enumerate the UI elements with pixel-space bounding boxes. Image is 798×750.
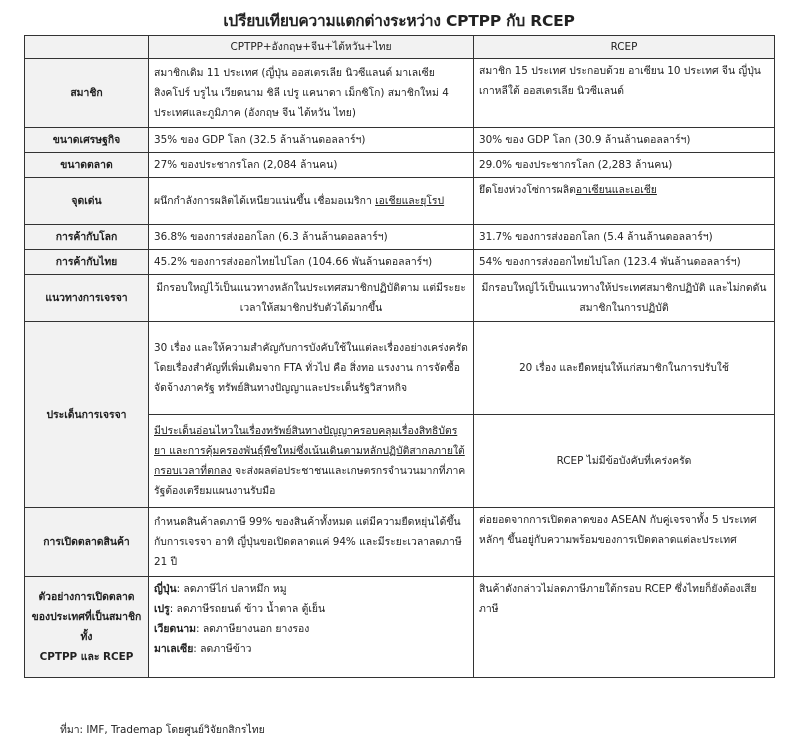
list-item (154, 639, 468, 659)
country-name: เปรู (154, 603, 170, 615)
country-name: เวียดนาม (154, 623, 197, 635)
page-title: เปรียบเทียบความแตกต่างระหว่าง CPTPP กับ RCEP (223, 12, 575, 30)
header-rcep: RCEP (474, 36, 775, 59)
row-members (25, 59, 775, 128)
table-header-row (25, 36, 775, 59)
row-issues-1 (25, 322, 775, 415)
source-note: ที่มา: IMF, Trademap โดยศูนย์วิจัยกสิกรไทย (60, 724, 265, 736)
cell-cptpp: 45.2% ของการส่งออกไทยไปโลก (104.66 พันล้านดอลลาร์ฯ) (149, 250, 474, 275)
cell-rcep: มีกรอบใหญ่ไว้เป็นแนวทางให้ประเทศสมาชิกปฏิบัติ และไม่กดดันสมาชิกในการปฏิบัติ (474, 275, 775, 322)
cell-cptpp: 35% ของ GDP โลก (32.5 ล้านล้านดอลลาร์ฯ) (149, 128, 474, 153)
row-highlight (25, 178, 775, 225)
cell-rcep: 20 เรื่อง และยืดหยุ่นให้แก่สมาชิกในการปรับใช้ (474, 322, 775, 415)
cell-rcep: 54% ของการส่งออกไทยไปโลก (123.4 พันล้านดอลลาร์ฯ) (474, 250, 775, 275)
row-label: การเปิดตลาดสินค้า (25, 508, 149, 577)
country-detail: : ลดภาษีไก่ ปลาหมึก หมู (176, 583, 287, 595)
row-world-trade (25, 225, 775, 250)
row-market (25, 153, 775, 178)
cell-text: ผนึกกำลังการผลิตได้เหนียวแน่นขึ้น เชื่อมอเมริกา (154, 195, 376, 207)
header-corner (25, 36, 149, 59)
cell-rcep: 31.7% ของการส่งออกโลก (5.4 ล้านล้านดอลลาร์ฯ) (474, 225, 775, 250)
row-label: แนวทางการเจรจา (25, 275, 149, 322)
row-approach (25, 275, 775, 322)
cell-cptpp (149, 577, 474, 678)
country-name: ญี่ปุ่น (154, 583, 177, 595)
cell-underlined-text: เอเชียและยุโรป (375, 195, 445, 207)
row-label: การค้ากับโลก (25, 225, 149, 250)
cell-text: จะส่งผลต่อประชาชนและเกษตรกรจำนวนมากที่ภาครัฐต้องเตรียมแผนงานรับมือ (154, 465, 466, 497)
cell-cptpp: 36.8% ของการส่งออกโลก (6.3 ล้านล้านดอลลาร์ฯ) (149, 225, 474, 250)
cell-cptpp: สมาชิกเดิม 11 ประเทศ (ญี่ปุ่น ออสเตรเลีย นิวซีแลนด์ มาเลเซีย สิงคโปร์ บรูไน เวียดนาม ชิลี เปรู แคนาดา เม็กซิโก) สมาชิกใหม่ 4 ประเทศและภูมิภาค (อังกฤษ จีน ไต้หวัน ไทย) (149, 59, 474, 128)
row-examples (25, 577, 775, 678)
country-detail: : ลดภาษีข้าว (193, 643, 252, 655)
cell-rcep: ต่อยอดจากการเปิดตลาดของ ASEAN กับคู่เจรจาทั้ง 5 ประเทศ หลักๆ ขึ้นอยู่กับความพร้อมของการเปิดตลาดแต่ละประเทศ (474, 508, 775, 577)
row-economy (25, 128, 775, 153)
cell-cptpp: 27% ของประชากรโลก (2,084 ล้านคน) (149, 153, 474, 178)
row-label: สมาชิก (25, 59, 149, 128)
comparison-table (24, 35, 775, 678)
row-label (25, 577, 149, 678)
cell-rcep: 29.0% ของประชากรโลก (2,283 ล้านคน) (474, 153, 775, 178)
cell-rcep: 30% ของ GDP โลก (30.9 ล้านล้านดอลลาร์ฯ) (474, 128, 775, 153)
row-label: ขนาดเศรษฐกิจ (25, 128, 149, 153)
row-label: ประเด็นการเจรจา (25, 322, 149, 508)
row-opening (25, 508, 775, 577)
cell-rcep (474, 178, 775, 225)
row-label: ขนาดตลาด (25, 153, 149, 178)
cell-rcep: RCEP ไม่มีข้อบังคับที่เคร่งครัด (474, 415, 775, 508)
row-thai-trade (25, 250, 775, 275)
header-cptpp: CPTPP+อังกฤษ+จีน+ไต้หวัน+ไทย (149, 36, 474, 59)
country-detail: : ลดภาษียางนอก ยางรอง (196, 623, 310, 635)
cell-underlined-text: อาเซียนและเอเชีย (575, 184, 657, 196)
cell-text: ยึดโยงห่วงโซ่การผลิต (479, 184, 576, 196)
row-label: การค้ากับไทย (25, 250, 149, 275)
list-item (154, 599, 468, 619)
cell-rcep: สมาชิก 15 ประเทศ ประกอบด้วย อาเซียน 10 ประเทศ จีน ญี่ปุ่น เกาหลีใต้ ออสเตรเลีย นิวซีแลนด์ (474, 59, 775, 128)
list-item (154, 579, 468, 599)
cell-cptpp (149, 178, 474, 225)
cell-cptpp: มีกรอบใหญ่ไว้เป็นแนวทางหลักในประเทศสมาชิกปฏิบัติตาม แต่มีระยะเวลาให้สมาชิกปรับตัวได้มากขึ้น (149, 275, 474, 322)
cell-cptpp (149, 415, 474, 508)
cell-cptpp: 30 เรื่อง และให้ความสำคัญกับการบังคับใช้ในแต่ละเรื่องอย่างเคร่งครัด โดยเรื่องสำคัญที่เพิ่มเติมจาก FTA ทั่วไป คือ สิ่งทอ แรงงาน การจัดซื้อจัดจ้างภาครัฐ ทรัพย์สินทางปัญญาและประเด็นรัฐวิสาหกิจ (149, 322, 474, 415)
cell-rcep: สินค้าดังกล่าวไม่ลดภาษีภายใต้กรอบ RCEP ซึ่งไทยก็ยังต้องเสียภาษี (474, 577, 775, 678)
row-label-line: ตัวอย่างการเปิดตลาดของประเทศที่เป็นสมาชิกทั้ง (31, 591, 142, 643)
cell-cptpp: กำหนดสินค้าลดภาษี 99% ของสินค้าทั้งหมด แต่มีความยืดหยุ่นได้ขึ้นกับการเจรจา อาทิ ญี่ปุ่นขอเปิดตลาดแค่ 94% และมีระยะเวลาลดภาษี 21 ปี (149, 508, 474, 577)
row-label: จุดเด่น (25, 178, 149, 225)
row-label-line: CPTPP และ RCEP (39, 651, 134, 663)
country-name: มาเลเซีย (154, 643, 194, 655)
list-item (154, 619, 468, 639)
country-detail: : ลดภาษีรถยนต์ ข้าว น้ำตาล ตู้เย็น (169, 603, 326, 615)
cell-underlined-text: มีประเด็นอ่อนไหวในเรื่องทรัพย์สินทางปัญญาครอบคลุมเรื่องสิทธิบัตรยา และการคุ้มครองพันธุ์พืชใหม่ซึ่งเน้นเดินตามหลักปฏิบัติสากลภายใต้กรอบเวลาที่ตกลง (154, 425, 465, 477)
